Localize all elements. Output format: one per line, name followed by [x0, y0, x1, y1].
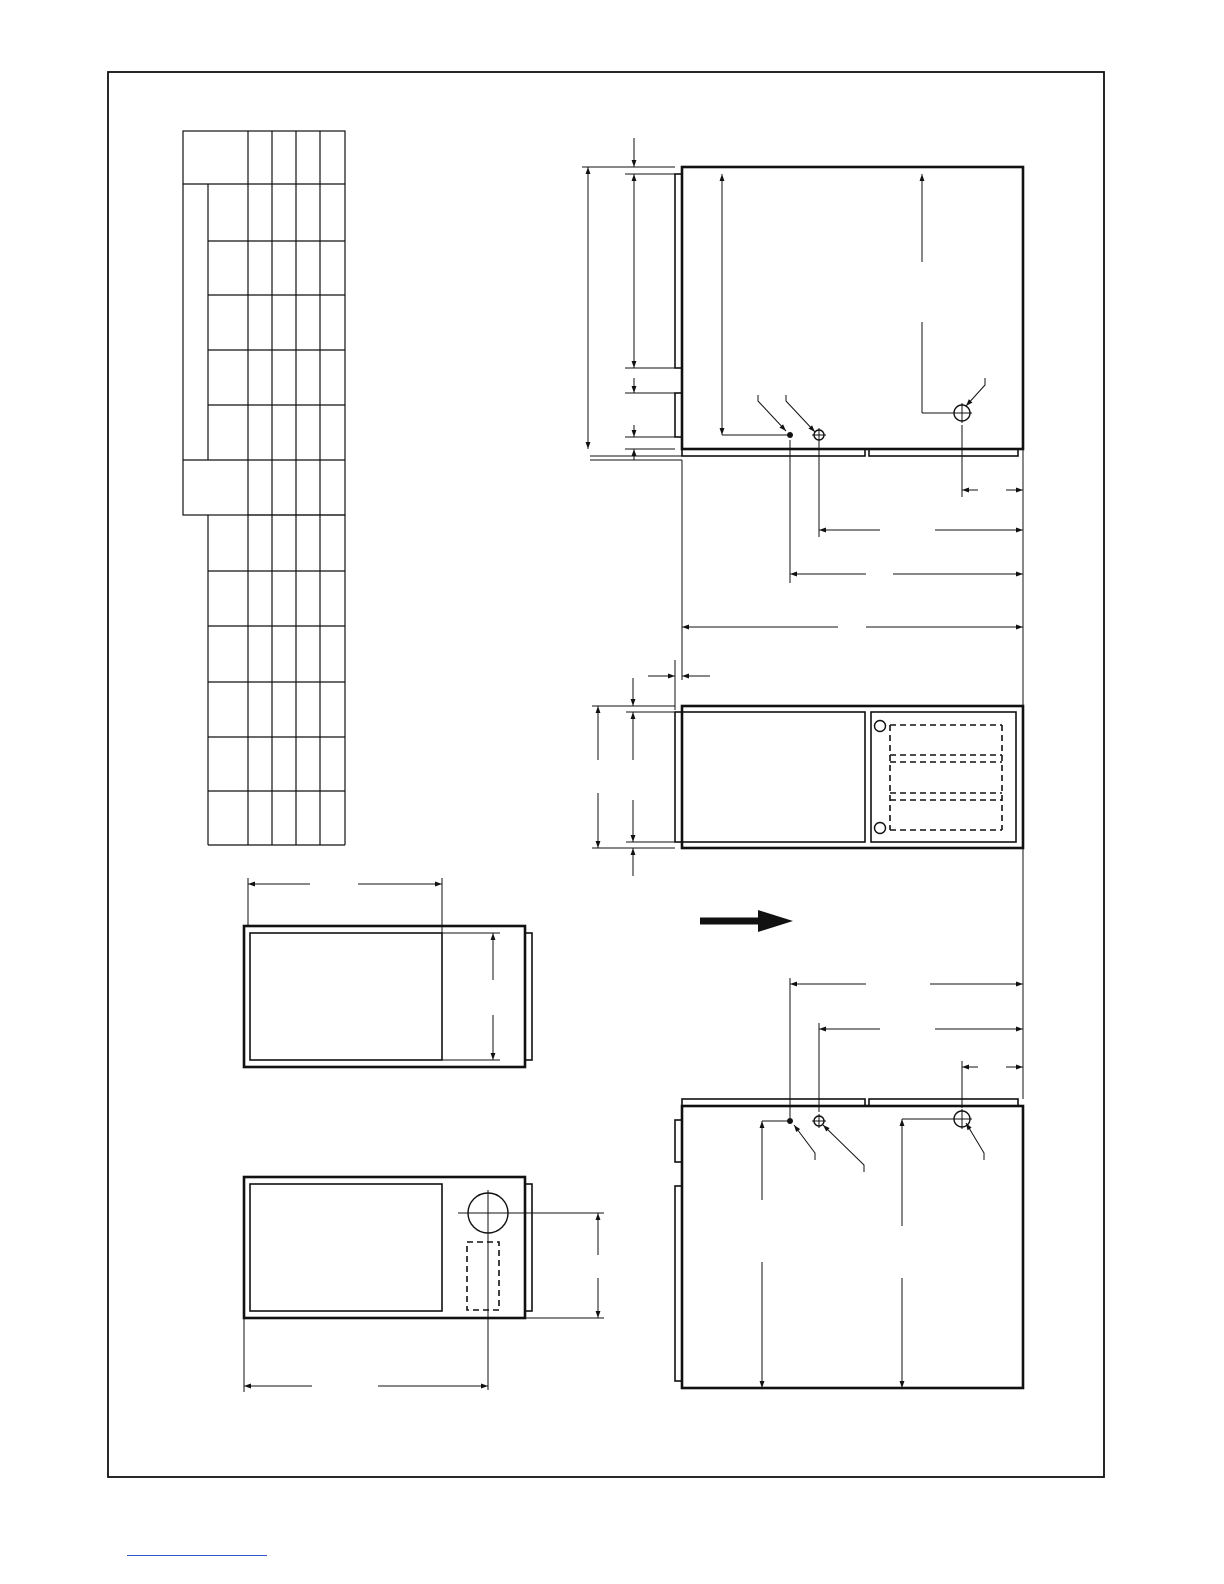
end-view-middle: [592, 678, 1023, 876]
spec-table: [183, 131, 345, 845]
side-elevation-top: [582, 138, 1023, 710]
side-elevation-bottom: [675, 848, 1023, 1388]
page-border: [108, 72, 1104, 1477]
airflow-arrow: [700, 910, 793, 932]
footer-link-underline[interactable]: [127, 1555, 267, 1556]
end-view-left-top: [244, 878, 532, 1067]
end-view-left-bottom: [244, 1177, 604, 1392]
